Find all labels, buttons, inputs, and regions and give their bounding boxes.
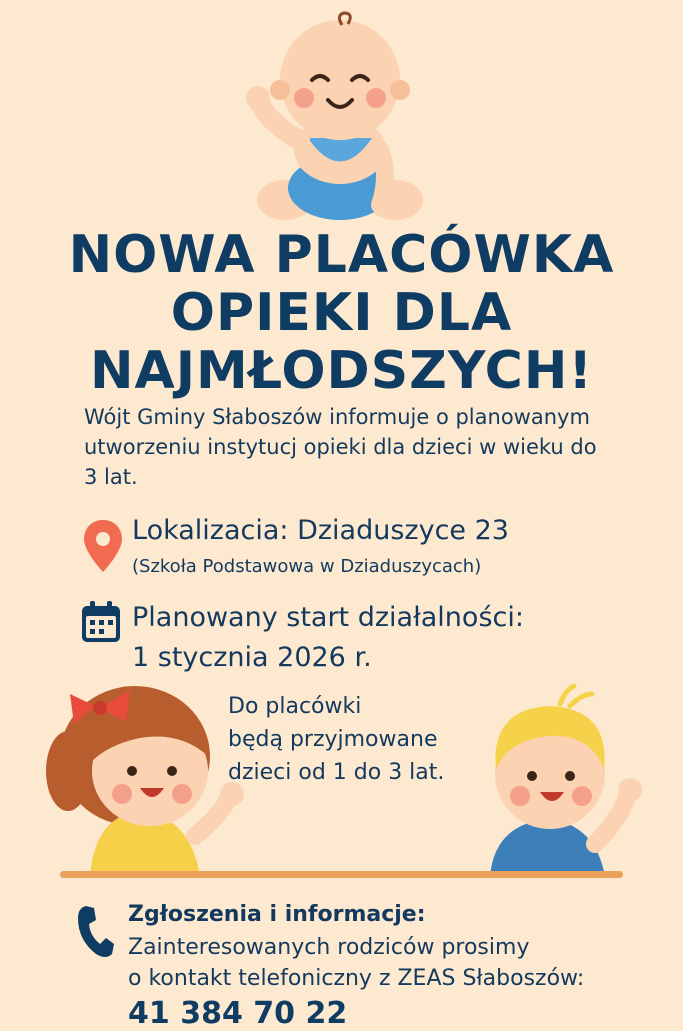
- start-info: [132, 598, 652, 678]
- intro-text: Wójt Gminy Słaboszów informuje o planowanym utworzeniu instytucj opieki dla dzieci w wieku do 3 lat.: [84, 405, 597, 489]
- admission-line-1: Do placówki: [228, 694, 362, 719]
- admission-line-2: będą przyjmowane: [228, 727, 438, 752]
- contact-line-2: o kontakt telefoniczny z ZEAS Słaboszów:: [128, 966, 585, 991]
- title-line-2: OPIEKI DLA: [170, 283, 513, 343]
- divider: [60, 871, 623, 878]
- start-date: 1 stycznia 2026 r.: [132, 642, 372, 673]
- map-pin-icon: [80, 518, 126, 574]
- boy-illustration: [470, 684, 655, 876]
- calendar-icon: [80, 600, 122, 644]
- phone-icon: [76, 904, 116, 960]
- title-line-1: NOWA PLACÓWKA: [68, 225, 615, 285]
- contact-line-1: Zainteresowanych rodziców prosimy: [128, 935, 530, 960]
- baby-illustration: [240, 10, 440, 225]
- location-label: Lokalizacia: Dziaduszyce 23: [132, 515, 509, 546]
- page-title: [0, 226, 683, 400]
- admission-text: [228, 690, 508, 789]
- contact-heading: Zgłoszenia i informacje:: [128, 902, 426, 927]
- title-line-3: NAJMŁODSZYCH!: [89, 341, 594, 401]
- admission-line-3: dzieci od 1 do 3 lat.: [228, 760, 445, 785]
- start-label: Planowany start działalności:: [132, 602, 524, 633]
- girl-illustration: [40, 676, 255, 876]
- phone-number: 41 384 70 22: [128, 996, 348, 1031]
- location-detail: (Szkoła Podstawowa w Dziaduszycach): [132, 556, 482, 577]
